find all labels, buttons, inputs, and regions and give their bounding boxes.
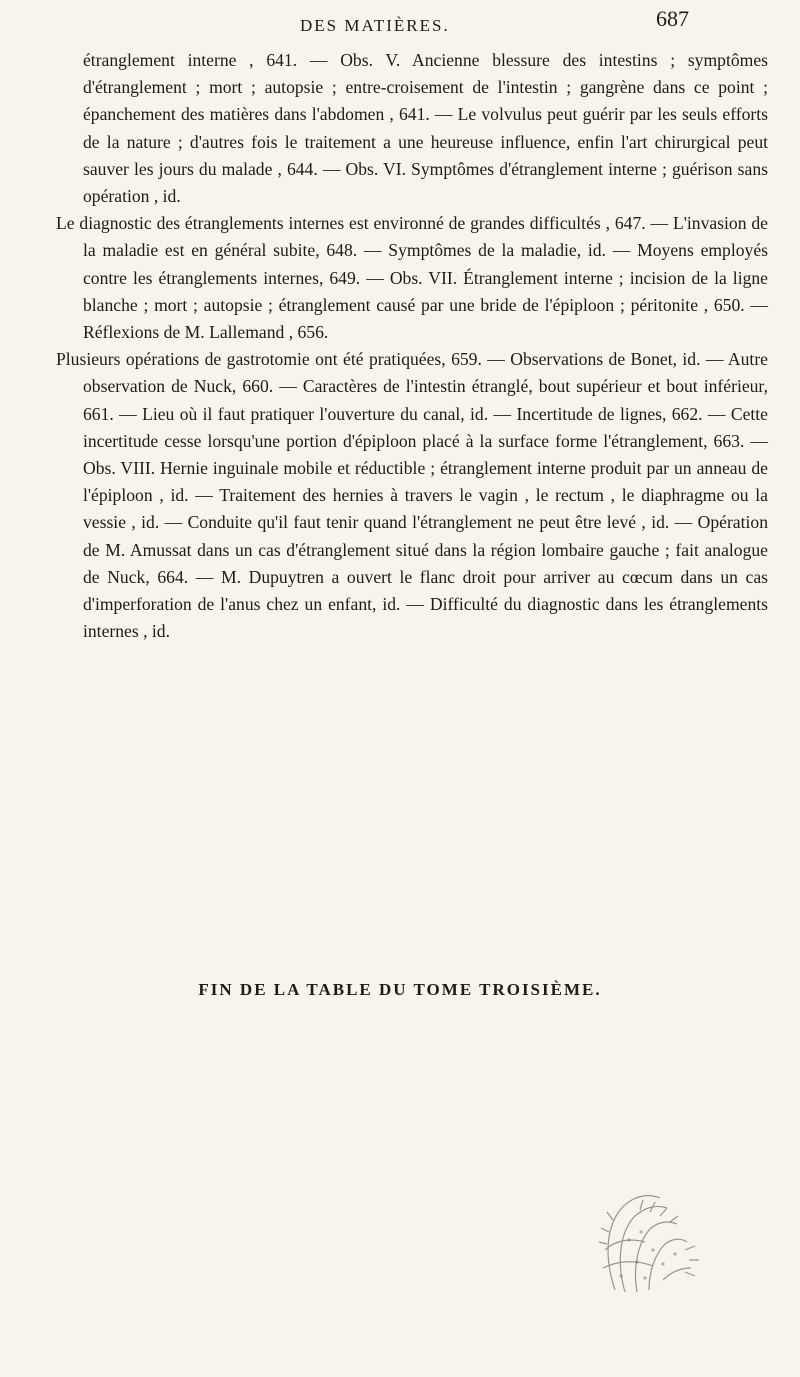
end-of-table-title: FIN DE LA TABLE DU TOME TROISIÈME. <box>198 980 602 999</box>
page-header <box>0 4 800 44</box>
index-entry: Plusieurs opérations de gastrotomie ont été pratiquées, 659. — Observations de Bonet, id. — Autre observation de Nuck, 660. — Caractères de l'intestin étranglé, bout supérieur et bout inférieur, 661. — Lieu où il faut pratiquer l'ouverture du canal, id. — Incertitude de lignes, 662. — Cette incertitude cesse lorsqu'une portion d'épiploon placé à la surface forme l'étranglement, 663. — Obs. VIII. Hernie inguinale mobile et réductible ; étranglement interne produit par un anneau de l'épiploon , id. — Traitement des hernies à travers le vagin , le rectum , le diaphragme ou la vessie , id. — Conduite qu'il faut tenir quand l'étranglement ne peut être levé , id. — Opération de M. Amussat dans un cas d'étranglement situé dans la région lombaire gauche ; fait analogue de Nuck, 664. — M. Dupuytren a ouvert le flanc droit pour arriver au cœcum dans un cas d'imperforation de l'anus chez un enfant, id. — Difficulté du diagnostic dans les étranglements internes , id. <box>56 349 768 642</box>
index-entry-continued: étranglement interne , 641. — Obs. V. Ancienne blessure des intestins ; symptômes d'étranglement ; mort ; autopsie ; entre-croisement de l'intestin ; gangrène dans ce point ; épanchement des matières dans l'abdomen , 641. — Le volvulus peut guérir par les seuls efforts de la nature ; d'autres fois le traitement a une heureuse influence, enfin l'art chirurgical peut sauver les jours du malade , 644. — Obs. VI. Symptômes d'étranglement interne ; guérison sans opération , id. <box>83 50 768 207</box>
page-number: 687 <box>656 6 689 31</box>
index-body <box>56 47 768 645</box>
library-stamp-icon <box>545 1180 720 1300</box>
index-entry: Le diagnostic des étranglements internes est environné de grandes difficultés , 647. — L'invasion de la maladie est en général subite, 648. — Symptômes de la maladie, id. — Moyens employés contre les étranglements internes, 649. — Obs. VII. Étranglement interne ; incision de la ligne blanche ; mort ; autopsie ; étranglement causé par une bride de l'épiploon ; péritonite , 650. — Réflexions de M. Lallemand , 656. <box>56 213 768 343</box>
running-head: DES MATIÈRES. <box>300 16 450 35</box>
